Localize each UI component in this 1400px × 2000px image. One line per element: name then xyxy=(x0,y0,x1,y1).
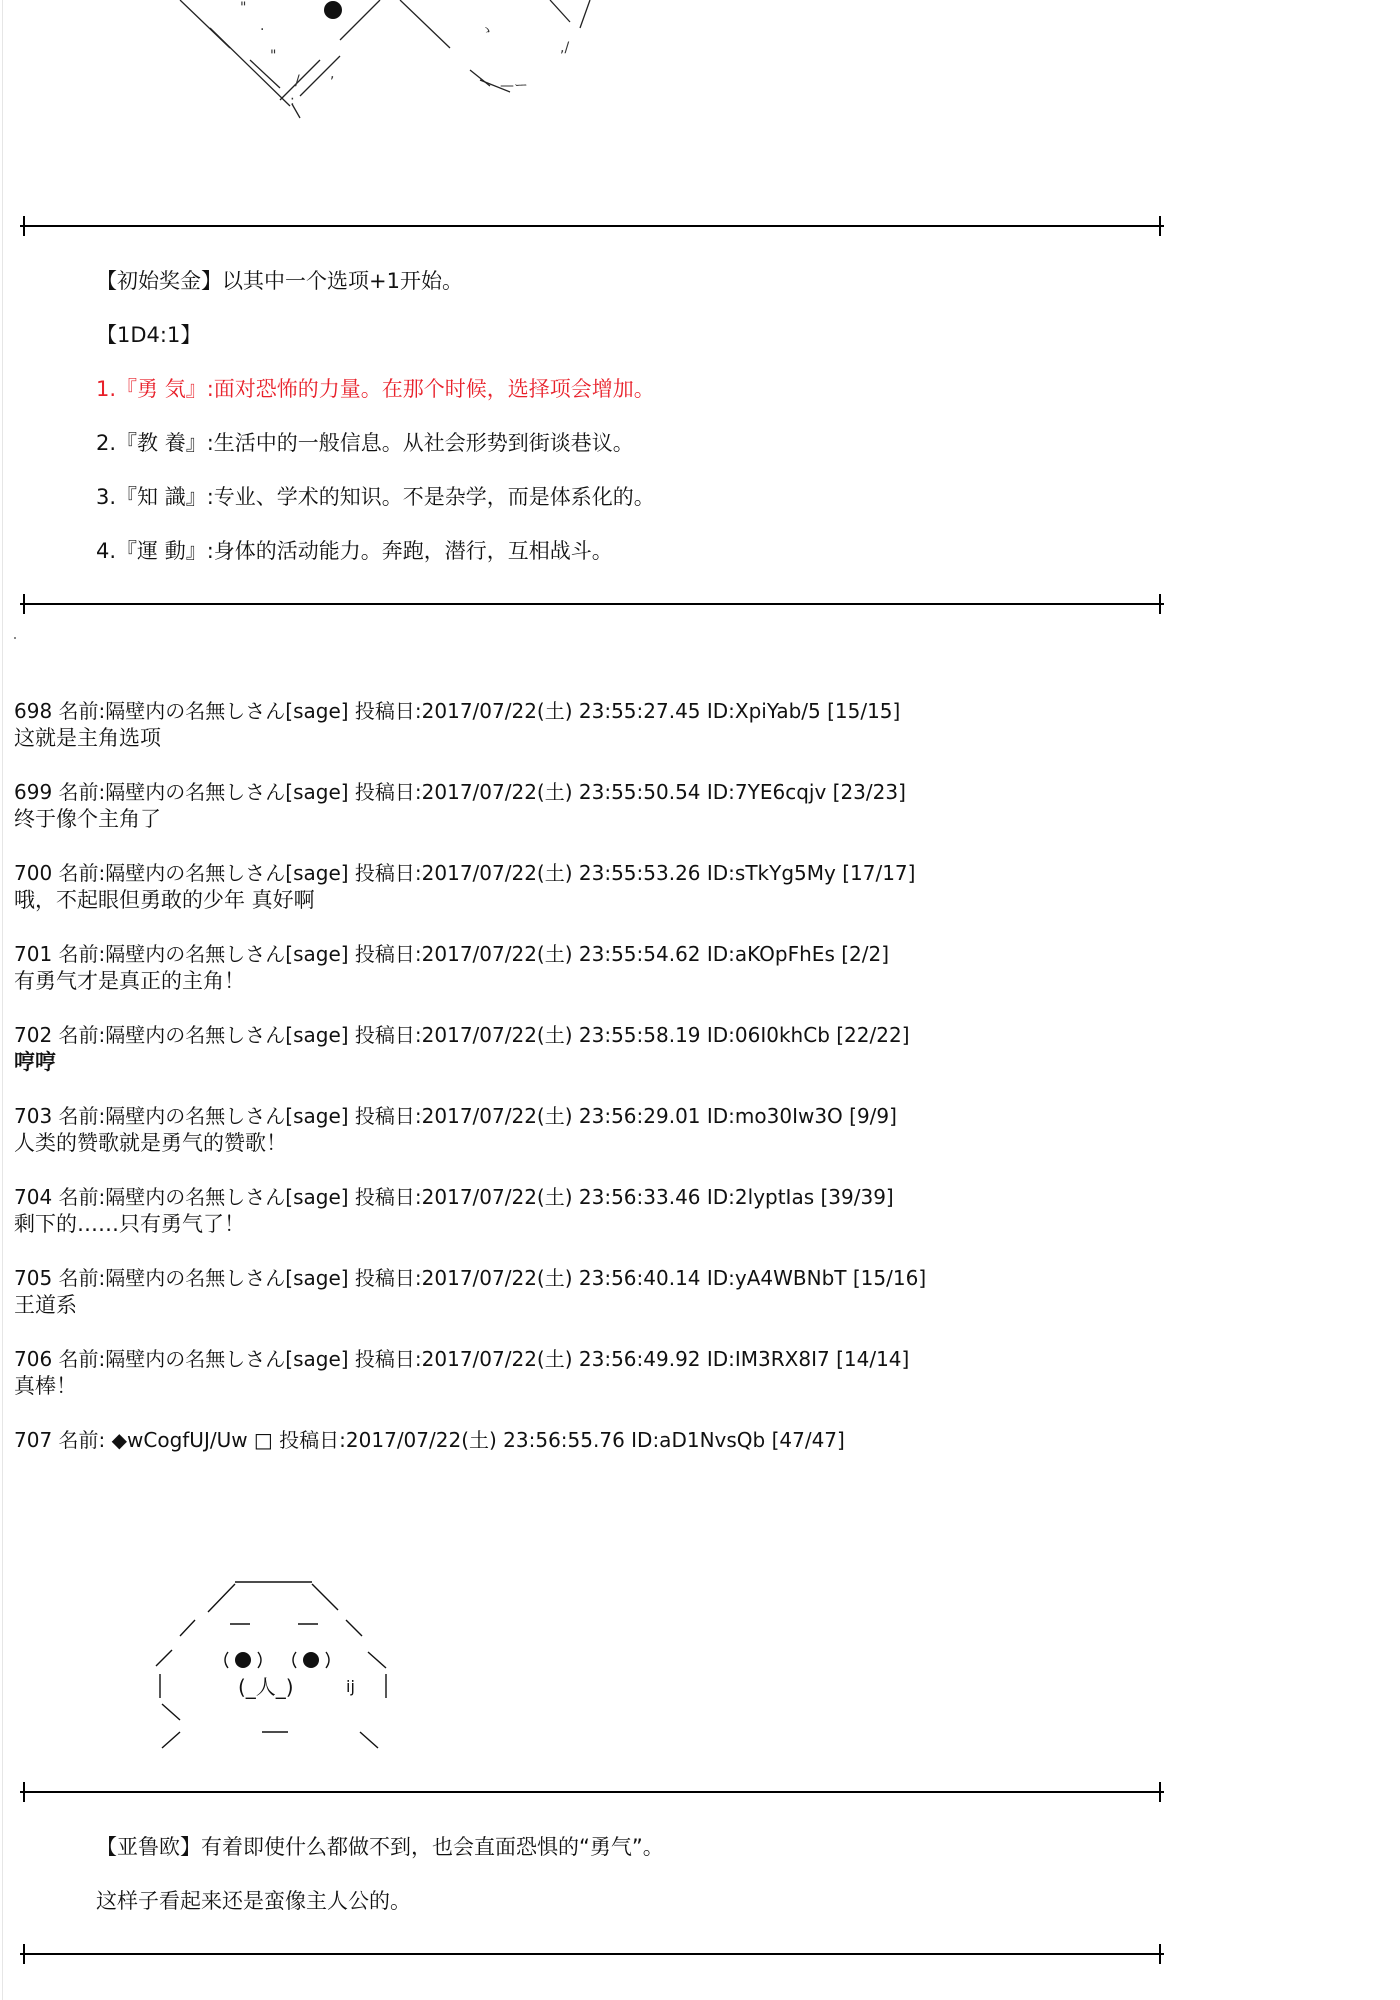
section-divider-1 xyxy=(14,216,1170,236)
post-body: 有勇气才是真正的主角！ xyxy=(14,969,245,993)
post-header: 698 名前:隔壁内の名無しさん[sage] 投稿日:2017/07/22(土) 23:55:27.45 ID:XpiYab/5 [15/15] xyxy=(14,699,901,723)
post-header: 707 名前: ◆wCogfUJ/Uw □ 投稿日:2017/07/22(土) 23:56:55.76 ID:aD1NvsQb [47/47] xyxy=(14,1428,845,1452)
option-athletics: 4.『運 動』:身体的活动能力。奔跑，潜行，互相战斗。 xyxy=(96,539,613,563)
post-706 xyxy=(14,1346,1164,1427)
dice-result: 【1D4:1】 xyxy=(96,323,202,347)
post-body: 哦，不起眼但勇敢的少年 真好啊 xyxy=(14,888,315,912)
post-header: 702 名前:隔壁内の名無しさん[sage] 投稿日:2017/07/22(土) 23:55:58.19 ID:06I0khCb [22/22] xyxy=(14,1023,910,1047)
post-header: 701 名前:隔壁内の名無しさん[sage] 投稿日:2017/07/22(土) 23:55:54.62 ID:aKOpFhEs [2/2] xyxy=(14,942,890,966)
stray-dot xyxy=(14,637,16,639)
outro-line-2: 这样子看起来还是蛮像主人公的。 xyxy=(96,1889,411,1913)
post-body: 这就是主角选项 xyxy=(14,726,161,750)
post-699 xyxy=(14,779,1164,860)
svg-text:/: / xyxy=(295,73,300,89)
post-701 xyxy=(14,941,1164,1022)
post-header: 706 名前:隔壁内の名無しさん[sage] 投稿日:2017/07/22(土) 23:56:49.92 ID:IM3RX8I7 [14/14] xyxy=(14,1347,910,1371)
section-divider-3 xyxy=(14,1782,1170,1802)
svg-text:.: . xyxy=(260,18,265,34)
post-707 xyxy=(14,1427,1164,1508)
post-body: 人类的赞歌就是勇气的赞歌！ xyxy=(14,1131,287,1155)
ascii-cheek: ij xyxy=(346,1677,355,1696)
post-header: 700 名前:隔壁内の名無しさん[sage] 投稿日:2017/07/22(土) 23:55:53.26 ID:sTkYg5My [17/17] xyxy=(14,861,916,885)
svg-text:,/: ,/ xyxy=(560,40,570,56)
post-703 xyxy=(14,1103,1164,1184)
post-header: 699 名前:隔壁内の名無しさん[sage] 投稿日:2017/07/22(土) 23:55:50.54 ID:7YE6cqjv [23/23] xyxy=(14,780,906,804)
intro-title: 【初始奖金】以其中一个选项+1开始。 xyxy=(96,269,463,293)
svg-text:,: , xyxy=(330,66,335,82)
outro-section xyxy=(96,1834,664,1914)
ascii-mouth: (_人_) xyxy=(238,1675,294,1699)
post-700 xyxy=(14,860,1164,941)
post-body: 真棒！ xyxy=(14,1374,77,1398)
svg-text::: : xyxy=(290,93,295,109)
option-courage: 1.『勇 気』:面对恐怖的力量。在那个时候，选择项会增加。 xyxy=(96,377,655,401)
post-702 xyxy=(14,1022,1164,1103)
option-education: 2.『教 養』:生活中的一般信息。从社会形势到街谈巷议。 xyxy=(96,431,634,455)
post-body: 王道系 xyxy=(14,1293,77,1317)
post-body: 哼哼 xyxy=(14,1050,56,1074)
intro-section xyxy=(96,268,655,564)
post-header: 703 名前:隔壁内の名無しさん[sage] 投稿日:2017/07/22(土) 23:56:29.01 ID:mo30Iw3O [9/9] xyxy=(14,1104,897,1128)
page-left-border xyxy=(2,0,3,2000)
svg-text:": " xyxy=(240,0,247,16)
post-705 xyxy=(14,1265,1164,1346)
post-list xyxy=(14,698,1164,1508)
post-body: 终于像个主角了 xyxy=(14,807,161,831)
post-body xyxy=(14,1454,1164,1481)
section-divider-2 xyxy=(14,594,1170,614)
svg-text:": " xyxy=(270,48,277,64)
post-header: 705 名前:隔壁内の名無しさん[sage] 投稿日:2017/07/22(土) 23:56:40.14 ID:yA4WBNbT [15/16] xyxy=(14,1266,927,1290)
section-divider-4 xyxy=(14,1944,1170,1964)
ascii-art-yaruo-face xyxy=(150,1570,400,1760)
post-header: 704 名前:隔壁内の名無しさん[sage] 投稿日:2017/07/22(土) 23:56:33.46 ID:2lyptIas [39/39] xyxy=(14,1185,894,1209)
option-knowledge: 3.『知 識』:专业、学术的知识。不是杂学，而是体系化的。 xyxy=(96,485,655,509)
post-698 xyxy=(14,698,1164,779)
ascii-art-top xyxy=(150,0,630,140)
svg-text:ゝ: ゝ xyxy=(480,23,494,39)
post-body: 剩下的……只有勇气了！ xyxy=(14,1212,245,1236)
post-704 xyxy=(14,1184,1164,1265)
svg-text:—ー: —ー xyxy=(500,78,528,94)
outro-line-1: 【亚鲁欧】有着即使什么都做不到，也会直面恐惧的“勇气”。 xyxy=(96,1835,664,1859)
